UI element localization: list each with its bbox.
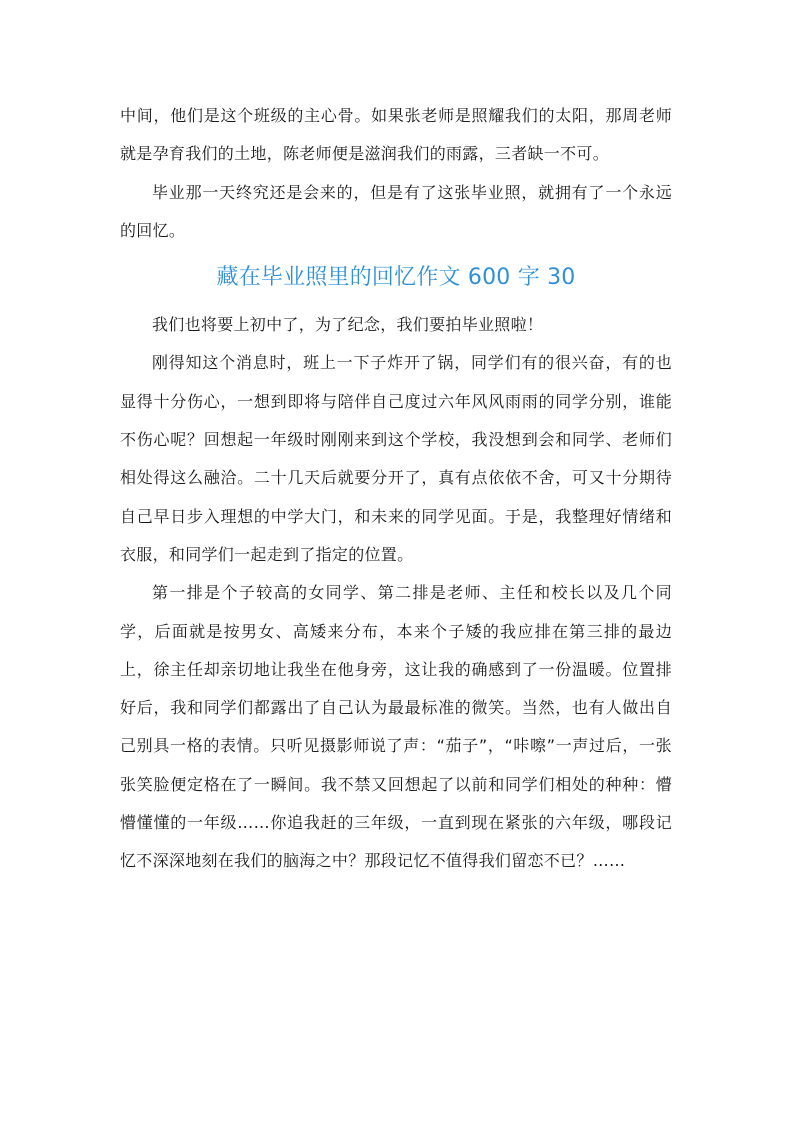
paragraph-continued: 中间，他们是这个班级的主心骨。如果张老师是照耀我们的太阳，那周老师就是孕育我们的土地，陈老师便是滋润我们的雨露，三者缺一不可。 bbox=[120, 106, 672, 164]
document-page bbox=[120, 97, 672, 881]
paragraph: 我们也将要上初中了，为了纪念，我们要拍毕业照啦！ bbox=[152, 315, 544, 335]
essay-title: 藏在毕业照里的回忆作文 600 字 30 bbox=[216, 265, 576, 291]
paragraph: 刚得知这个消息时，班上一下子炸开了锅，同学们有的很兴奋，有的也显得十分伤心，一想到即将与陪伴自己度过六年风风雨雨的同学分别，谁能不伤心呢？回想起一年级时刚刚来到这个学校，我没想到会和同学、老师们相处得这么融洽。二十几天后就要分开了，真有点依依不舍，可又十分期待自己早日步入理想的中学大门，和未来的同学见面。于是，我整理好情绪和衣服，和同学们一起走到了指定的位置。 bbox=[120, 353, 672, 564]
paragraph: 毕业那一天终究还是会来的，但是有了这张毕业照，就拥有了一个永远的回忆。 bbox=[120, 182, 672, 240]
paragraph: 第一排是个子较高的女同学、第二排是老师、主任和校长以及几个同学，后面就是按男女、高矮来分布，本来个子矮的我应排在第三排的最边上，徐主任却亲切地让我坐在他身旁，这让我的确感到了一份温暖。位置排好后，我和同学们都露出了自己认为最最标准的微笑。当然，也有人做出自己别具一格的表情。只听见摄影师说了声：“茄子”，“咔嚓”一声过后，一张张笑脸便定格在了一瞬间。我不禁又回想起了以前和同学们相处的种种：懵懵懂懂的一年级……你追我赶的三年级，一直到现在紧张的六年级，哪段记忆不深深地刻在我们的脑海之中？那段记忆不值得我们留恋不已？…… bbox=[120, 583, 672, 871]
